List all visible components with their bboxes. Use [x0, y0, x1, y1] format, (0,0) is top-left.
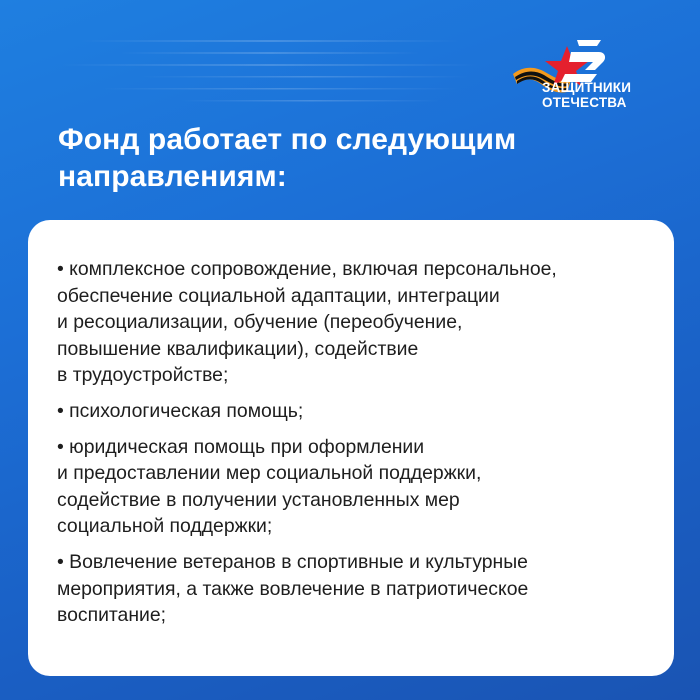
- directions-list: [57, 256, 667, 638]
- logo-line-2: ОТЕЧЕСТВА: [542, 95, 627, 110]
- list-item-line: и предоставлении мер социальной поддержки,: [57, 462, 482, 485]
- list-item-line: социальной поддержки;: [57, 515, 273, 538]
- list-item-line: и ресоциализации, обучение (переобучение,: [57, 311, 463, 334]
- list-item-line: воспитание;: [57, 604, 167, 627]
- list-item: [57, 549, 667, 629]
- list-item: [57, 434, 667, 540]
- logo-line-1: ЗАЩИТНИКИ: [542, 80, 632, 95]
- page-title-line-1: Фонд работает по следующим: [58, 123, 517, 156]
- page-title: [58, 121, 578, 195]
- list-item: [57, 398, 667, 425]
- list-item-line: • комплексное сопровождение, включая персональное,: [57, 258, 557, 280]
- list-item-line: в трудоустройстве;: [57, 364, 229, 387]
- list-item-line: • Вовлечение ветеранов в спортивные и культурные: [57, 550, 528, 573]
- logo-wordmark: [542, 80, 631, 110]
- list-item-line: повышение квалификации), содействие: [57, 337, 419, 360]
- list-item-line: содействие в получении установленных мер: [57, 488, 460, 511]
- list-item-line: • юридическая помощь при оформлении: [57, 435, 425, 458]
- list-item-line: мероприятия, а также вовлечение в патриотическое: [57, 577, 529, 600]
- list-item: [57, 256, 667, 389]
- list-item-line: обеспечение социальной адаптации, интеграции: [57, 284, 500, 307]
- page-title-line-2: направлениям:: [58, 160, 287, 193]
- list-item-line: • психологическая помощь;: [57, 399, 304, 422]
